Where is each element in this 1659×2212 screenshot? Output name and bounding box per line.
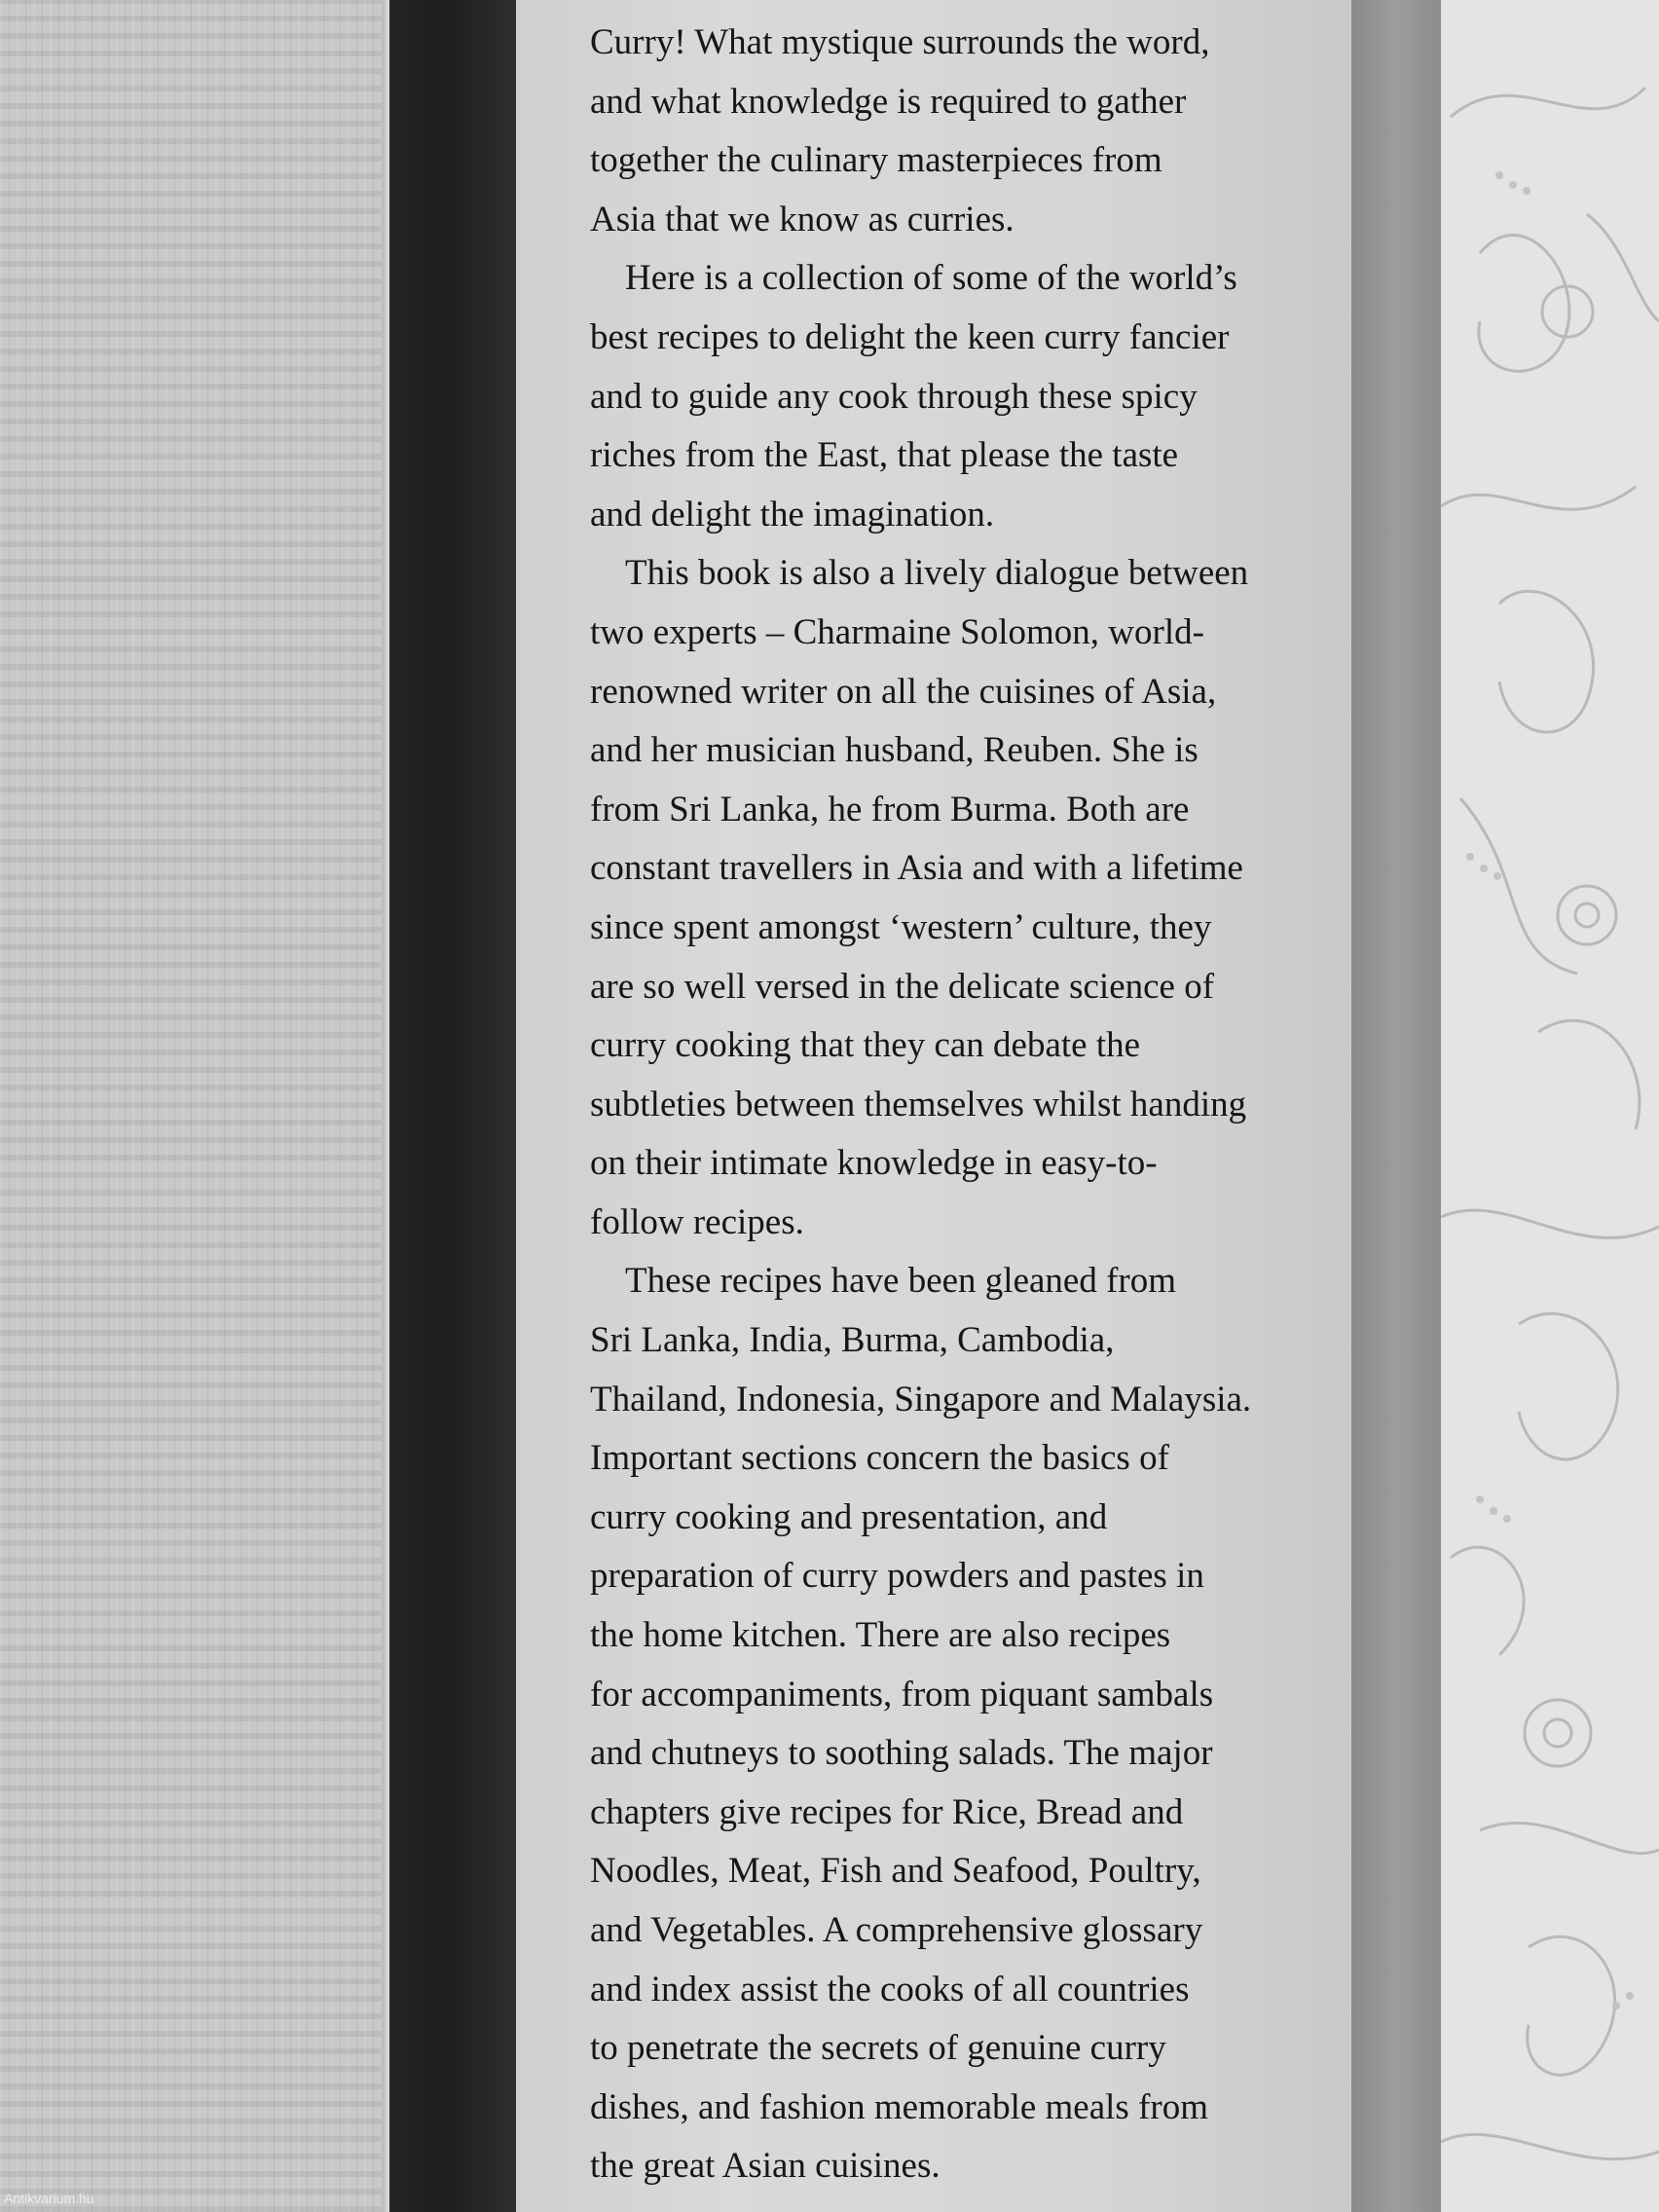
left-textured-board: [0, 0, 387, 2212]
left-board-edge: [382, 0, 389, 2212]
blurb-line: and what knowledge is required to gather: [590, 81, 1187, 122]
blurb-line: Curry! What mystique surrounds the word,: [590, 22, 1210, 62]
blurb-line: and chutneys to soothing salads. The major: [590, 1733, 1213, 1774]
blurb-line: curry cooking and presentation, and: [590, 1496, 1108, 1537]
blurb-line: Thailand, Indonesia, Singapore and Malaysia.: [590, 1379, 1252, 1419]
blurb-line: and index assist the cooks of all countries: [590, 1969, 1190, 2009]
blurb-line: dishes, and fashion memorable meals from: [590, 2086, 1208, 2127]
right-grey-band: [1351, 0, 1441, 2212]
blurb-line: to penetrate the secrets of genuine curry: [590, 2028, 1166, 2069]
blurb-line: best recipes to delight the keen curry fancier: [590, 316, 1230, 357]
blurb-line: the home kitchen. There are also recipes: [590, 1615, 1171, 1656]
blurb-line: and her musician husband, Reuben. She is: [590, 730, 1198, 771]
floral-pattern-paper: [1441, 0, 1659, 2212]
blurb-line: preparation of curry powders and pastes in: [590, 1556, 1204, 1597]
blurb-line: These recipes have been gleaned from: [625, 1261, 1177, 1302]
blurb-line: follow recipes.: [590, 1201, 804, 1242]
blurb-line: and delight the imagination.: [590, 494, 995, 535]
blurb-line: together the culinary masterpieces from: [590, 140, 1162, 181]
blurb-line: for accompaniments, from piquant sambals: [590, 1674, 1214, 1714]
blurb-line: riches from the East, that please the taste: [590, 435, 1179, 476]
blurb-paragraph: [590, 249, 1310, 544]
blurb-line: are so well versed in the delicate science of: [590, 966, 1215, 1007]
blurb-line: Here is a collection of some of the world’s: [625, 258, 1237, 299]
book-spine: [389, 0, 516, 2212]
blurb-line: from Sri Lanka, he from Burma. Both are: [590, 789, 1190, 830]
back-cover-blurb: [590, 14, 1310, 2196]
blurb-paragraph: [590, 544, 1310, 1252]
blurb-line: curry cooking that they can debate the: [590, 1025, 1141, 1066]
floral-pattern-icon: [1441, 0, 1659, 2212]
blurb-line: on their intimate knowledge in easy-to-: [590, 1143, 1158, 1184]
blurb-paragraph: [590, 14, 1310, 249]
blurb-paragraph: [590, 1252, 1310, 2196]
blurb-line: subtleties between themselves whilst handing: [590, 1084, 1247, 1124]
blurb-line: constant travellers in Asia and with a lifetime: [590, 848, 1243, 889]
blurb-line: This book is also a lively dialogue between: [625, 553, 1249, 594]
blurb-line: Important sections concern the basics of: [590, 1438, 1169, 1479]
blurb-line: chapters give recipes for Rice, Bread and: [590, 1791, 1184, 1832]
blurb-line: renowned writer on all the cuisines of Asia,: [590, 671, 1217, 712]
blurb-line: since spent amongst ‘western’ culture, they: [590, 906, 1212, 947]
blurb-line: the great Asian cuisines.: [590, 2146, 940, 2187]
blurb-line: and to guide any cook through these spicy: [590, 376, 1198, 417]
blurb-line: Asia that we know as curries.: [590, 199, 1014, 240]
blurb-line: and Vegetables. A comprehensive glossary: [590, 1910, 1203, 1950]
blurb-line: two experts – Charmaine Solomon, world-: [590, 611, 1204, 652]
watermark-text: Antikvarium.hu: [4, 2191, 94, 2206]
blurb-line: Noodles, Meat, Fish and Seafood, Poultry,: [590, 1851, 1201, 1892]
blurb-line: Sri Lanka, India, Burma, Cambodia,: [590, 1320, 1115, 1361]
